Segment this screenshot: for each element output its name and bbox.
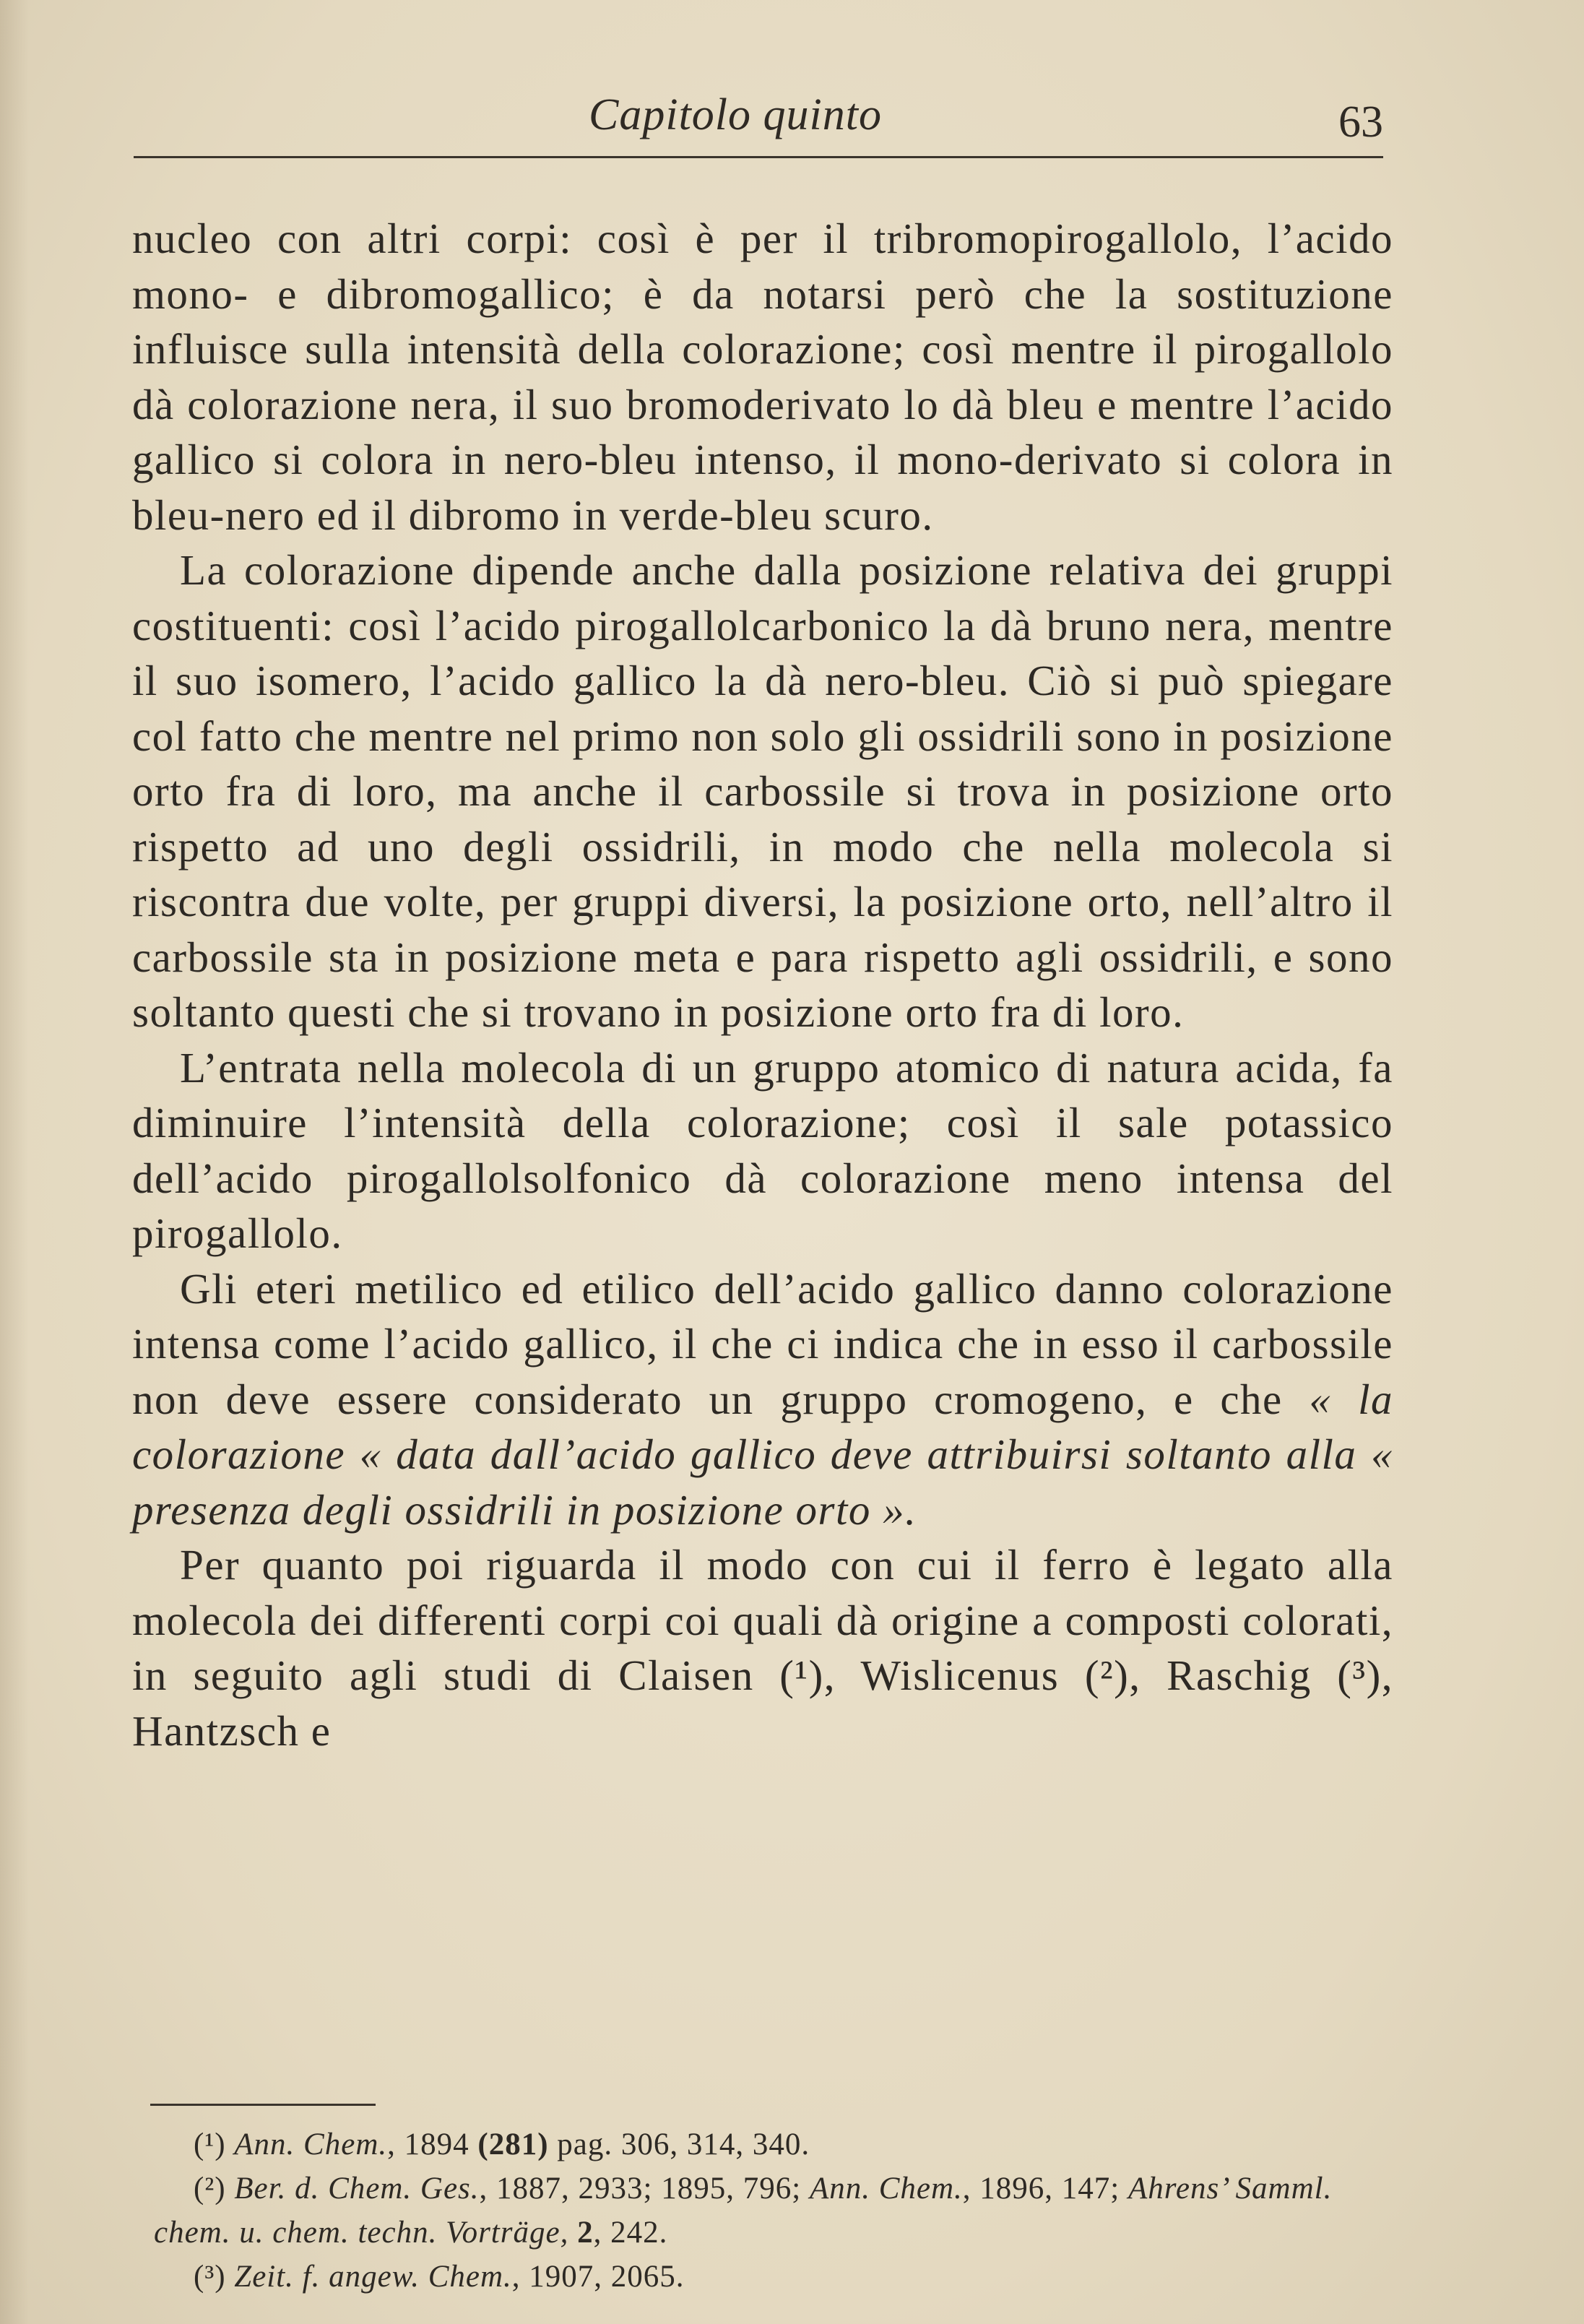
footnote-3-journal: Zeit. f. angew. Chem. — [234, 2260, 512, 2294]
paragraph-5: Per quanto poi riguarda il modo con cui il ferro è legato alla molecola dei differenti corpi coi quali dà origine a composti colorati, in seguito agli studi di Claisen (¹), Wislicenus (²), Raschig (³), Hantzsch e — [132, 1541, 1393, 1755]
footnote-1 — [154, 2122, 1403, 2167]
page-header — [134, 81, 1383, 153]
footnote-3-refs: , 1907, 2065. — [511, 2260, 685, 2294]
footnote-2 — [154, 2167, 1403, 2255]
footnote-2-journal: Ber. d. Chem. Ges. — [234, 2172, 480, 2206]
running-title: Capitolo quinto — [589, 90, 882, 139]
body-text — [132, 211, 1393, 1758]
footnote-2-series: Ahrens’ Samml. chem. u. chem. techn. Vorträge, — [154, 2172, 1333, 2250]
footnote-3-mark: (³) — [194, 2260, 226, 2294]
footnote-2-mark: (²) — [194, 2172, 226, 2206]
paragraph-2: La colorazione dipende anche dalla posizione relativa dei gruppi costituenti: così l’acido pirogallolcarbonico la dà bruno nera, mentre il suo isomero, l’acido gallico la dà nero-bleu. Ciò si può spiegare col fatto che mentre nel primo non solo gli ossidrili sono in posizione orto fra di loro, ma anche il carbossile si trova in posizione orto rispetto ad uno degli ossidrili, in modo che nella molecola si riscontra due volte, per gruppi diversi, la posizione orto, nell’altro il carbossile sta in posizione meta e para rispetto agli ossidrili, e sono soltanto questi che si trovano in posizione orto fra di loro. — [132, 546, 1393, 1036]
paragraph-1: nucleo con altri corpi: così è per il tribromopirogallolo, l’acido mono- e dibromogallico; è da notarsi però che la sostituzione influisce sulla intensità della colorazione; così mentre il pirogallolo dà colorazione nera, il suo bromoderivato lo dà bleu e mentre l’acido gallico si colora in nero-bleu intenso, il mono-derivato si colora in bleu-nero ed il dibromo in verde-bleu scuro. — [132, 215, 1393, 539]
footnote-2-volume: 2 — [577, 2216, 594, 2250]
footnote-3 — [154, 2255, 1403, 2299]
footnote-2-journal-2: Ann. Chem. — [809, 2172, 963, 2206]
footnote-1-mark: (¹) — [194, 2128, 226, 2161]
footnotes — [154, 2122, 1403, 2299]
footnote-1-pages: pag. 306, 314, 340. — [557, 2128, 810, 2161]
footnote-2-pages: , 242. — [593, 2216, 668, 2250]
footnote-2-refs-2: , 1896, 147; — [962, 2172, 1120, 2206]
footnote-1-year: , 1894 — [387, 2128, 469, 2161]
paragraph-3: L’entrata nella molecola di un gruppo atomico di natura acida, fa diminuire l’intensità della colorazione; così il sale potassico dell’acido pirogallolsolfonico dà colorazione meno intensa del pirogallolo. — [132, 1043, 1393, 1257]
footnote-rule — [150, 2104, 376, 2106]
paragraph-4-text: Gli eteri metilico ed etilico dell’acido gallico danno colorazione intensa come l’acido gallico, il che ci indica che in esso il carbossile non deve essere considerato un gruppo cromogeno, e che — [132, 1264, 1393, 1423]
footnote-1-volume: (281) — [477, 2128, 549, 2161]
paragraph-4 — [132, 1261, 1393, 1538]
quotation: « la colorazione « data dall’acido gallico deve attribuirsi soltanto alla « presenza degli ossidrili in posizione orto ». — [132, 1375, 1393, 1534]
footnote-1-journal: Ann. Chem. — [234, 2128, 388, 2161]
header-rule — [134, 156, 1383, 158]
footnote-2-refs: , 1887, 2933; 1895, 796; — [479, 2172, 802, 2206]
page-number: 63 — [1338, 98, 1383, 147]
